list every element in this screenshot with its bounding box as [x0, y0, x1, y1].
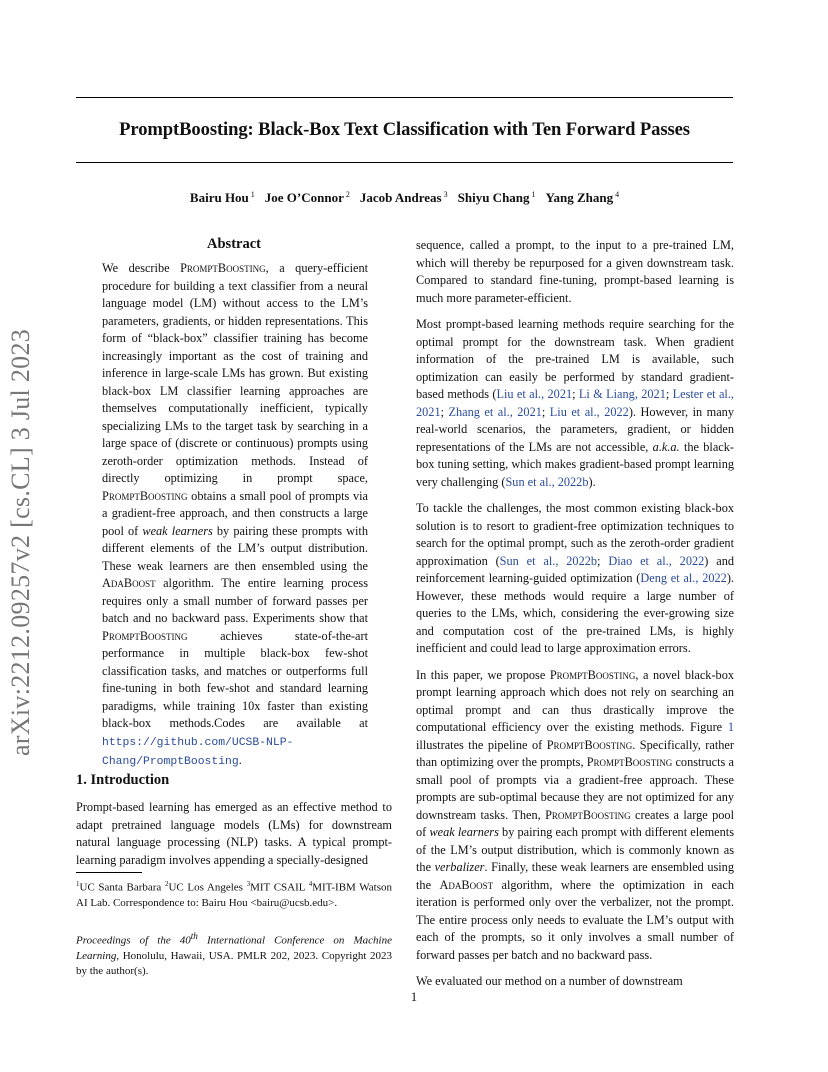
author-name: Shiyu Chang $^1$	[457, 190, 536, 205]
author-affiliation-mark: 3	[443, 190, 448, 199]
paragraph-link[interactable]: Sun et al., 2022b	[499, 553, 598, 568]
paragraph-link[interactable]: Liu et al., 2022	[549, 404, 629, 419]
body-paragraph	[416, 237, 734, 307]
abstract-text: .	[238, 753, 242, 767]
author-name: Joe O’Connor $^2$	[264, 190, 350, 205]
paragraph-text: ). However, these methods would require a large number of queries to the LMs, which, considering the ever-growing size and computation cost of the pre-trained LMs, is highly inefficient and could lead to large approximation errors.	[416, 571, 734, 655]
paragraph-text: the black-box tuning setting, which makes gradient-based prompt learning very challenging (	[416, 439, 734, 489]
paragraph-text: AdaBoost	[439, 877, 494, 892]
paragraph-text: . Finally, these weak learners are ensembled using the	[416, 860, 734, 892]
footnote-text: 4	[308, 880, 313, 888]
paragraph-text: Most prompt-based learning methods require searching for the optimal prompt for the downstream task. When gradient information of the pre-trained LM is available, such optimization can easily be performed by standard gradient-based methods (	[416, 317, 734, 401]
paragraph-text: PromptBoosting	[545, 807, 631, 822]
author-affiliation-mark: 1	[250, 190, 255, 199]
paragraph-link[interactable]: Li & Liang, 2021	[578, 387, 666, 401]
abstract-text: AdaBoost	[102, 576, 156, 590]
footnote-text: UC Santa Barbara	[79, 881, 165, 894]
footnote-text: MIT CSAIL	[250, 881, 309, 894]
proceedings-text: th	[190, 931, 198, 941]
introduction-text: Prompt-based learning has emerged as an effective method to adapt pretrained language models (LMs) for downstream natural language processing (NLP) tasks. A typical prompt-learning paradigm involves appending a specially-designed	[76, 800, 392, 867]
abstract-text: achieves state-of-the-art performance in multiple black-box few-shot classification tasks, and matches or outperforms full fine-tuning in both few-shot and standard learning paradigms, while training 10x faster than existing black-box methods.Codes are available at	[102, 628, 368, 730]
abstract-heading: Abstract	[207, 236, 261, 252]
author-affiliation-mark: 4	[615, 190, 620, 199]
footnote-text: 3	[246, 880, 251, 888]
paragraph-text: sequence, called a prompt, to the input to a pre-trained LM, which will thereby be repurposed for a given downstream task. Compared to standard fine-tuning, prompt-based learning is much more parameter-efficient.	[416, 238, 734, 305]
paragraph-link[interactable]: Zhang et al., 2021	[448, 404, 542, 419]
paragraph-text: PromptBoosting	[546, 737, 633, 752]
author-name: Bairu Hou $^1$	[189, 190, 255, 205]
paragraph-link[interactable]: Liu et al., 2021	[496, 387, 573, 401]
abstract-text	[102, 260, 368, 772]
paragraph-text: ;	[440, 404, 449, 419]
footnote-text: UC Los Angeles	[168, 881, 247, 894]
paragraph-text: To tackle the challenges, the most common existing black-box solution is to resort to gradient-free optimization techniques to search for the optimal prompt, such as the zeroth-order gradient approximation (	[416, 501, 734, 568]
paper-title: PromptBoosting: Black-Box Text Classification with Ten Forward Passes	[119, 119, 690, 140]
footnote-rule	[76, 872, 142, 873]
abstract-text: obtains a small pool of prompts via a gradient-free approach, and then constructs a large pool of	[102, 488, 368, 538]
paragraph-text: constructs a small pool of prompts via a gradient-free approach. These prompts are sub-optimal because they are not optimized for any downstream tasks. Then,	[416, 755, 734, 822]
abstract-text: by pairing these prompts with different elements of the LM’s output distribution. These weak learners are then ensembled using the	[102, 523, 368, 573]
body-paragraph	[416, 973, 734, 991]
paragraph-text: ) and reinforcement learning-guided optimization (	[416, 553, 734, 585]
author-name: Jacob Andreas $^3$	[359, 190, 448, 205]
abstract-text: , a query-efficient procedure for building a text classifier from a neural language model (LM) without access to the LM’s parameters, gradients, or hidden representations. This form of “black-box” classifier training has become increasingly important as the cost of training and inference in large-scale LMs has grown. But existing black-box LM classifier learning approaches are themselves computationally inefficient, typically specializing LMs to the target task by searching in a large space of (discrete or continuous) prompts using zeroth-order optimization methods. Instead of directly optimizing in prompt space,	[102, 261, 369, 485]
paragraph-text: ;	[541, 404, 550, 419]
paragraph-text: . Specifically, rather than optimizing over the prompts,	[416, 737, 734, 769]
abstract-link[interactable]: https://github.com/UCSB-NLP-Chang/PromptBoosting	[102, 736, 294, 768]
paragraph-text: weak learners	[429, 825, 499, 839]
paragraph-link[interactable]: Diao et al., 2022	[608, 553, 705, 568]
paragraph-link[interactable]: Deng et al., 2022	[640, 571, 727, 585]
right-column	[416, 237, 734, 1000]
body-paragraph	[416, 316, 734, 491]
author-name: Yang Zhang $^4$	[545, 190, 620, 205]
paragraph-text: PromptBoosting	[549, 667, 636, 682]
paragraph-text: PromptBoosting	[586, 755, 673, 769]
paragraph-text: ;	[665, 387, 673, 401]
paragraph-text: ).	[588, 474, 596, 489]
author-affiliation-mark: 1	[531, 190, 536, 199]
paragraph-text: , a novel black-box prompt learning approach which does not rely on searching an optimal prompt and can thus drastically improve the computational efficiency over the existing methods. Figure	[416, 667, 734, 734]
paragraph-text: a.k.a.	[652, 439, 680, 454]
proceedings-text: Proceedings of the 40	[76, 934, 191, 947]
body-paragraph	[416, 667, 734, 965]
body-paragraph	[416, 500, 734, 658]
proceedings-note	[76, 929, 392, 979]
footnote-text: MIT-IBM Watson AI Lab. Correspondence to: Bairu Hou <bairu@ucsb.edu>.	[76, 881, 392, 909]
abstract-text: PromptBoosting	[102, 628, 188, 643]
proceedings-text: , Honolulu, Hawaii, USA. PMLR 202, 2023. Copyright 2023 by the author(s).	[76, 949, 392, 977]
abstract-text: PromptBoosting	[102, 488, 188, 503]
paragraph-text: In this paper, we propose	[416, 667, 550, 682]
abstract-text: weak learners	[142, 523, 213, 538]
abstract-text: algorithm. The entire learning process requires only a small number of forward passes per batch and no backward pass. Experiments show that	[102, 576, 368, 625]
footnote-text: 1	[76, 880, 80, 888]
paragraph-link[interactable]: Lester et al., 2021	[416, 387, 734, 419]
paragraph-link[interactable]: Sun et al., 2022b	[505, 474, 589, 489]
paragraph-text: algorithm, where the optimization in each iteration is performed only over the verbalizer, not the prompt. The entire process only needs to evaluate the LM’s output with each of the prompts, so it only involves a small number of forward passes per batch and no backward pass.	[416, 877, 734, 962]
top-rule	[76, 97, 733, 98]
paragraph-text: ;	[572, 387, 579, 401]
author-affiliation-mark: 2	[345, 190, 350, 199]
page-number: 1	[410, 990, 418, 1004]
paragraph-text: ;	[597, 553, 609, 568]
proceedings-text: International Conference on Machine Learning	[76, 934, 392, 962]
abstract-text: PromptBoosting	[180, 261, 266, 275]
paragraph-text: We evaluated our method on a number of downstream	[416, 974, 683, 988]
paragraph-text: ). However, in many real-world scenarios, the parameters, gradient, or hidden representations of the LMs are not accessible,	[416, 404, 734, 454]
paragraph-text: creates a large pool of	[416, 807, 734, 839]
paragraph-text: by pairing each prompt with different elements of the LM’s output distribution, which is commonly known as the	[416, 825, 734, 874]
section-heading-introduction: 1. Introduction	[76, 772, 170, 788]
abstract-text: We describe	[102, 261, 181, 275]
paragraph-text: verbalizer	[434, 860, 485, 874]
arxiv-stamp: arXiv:2212.09257v2 [cs.CL] 3 Jul 2023	[6, 328, 35, 756]
affiliation-footnote	[76, 877, 392, 911]
paragraph-link[interactable]: 1	[727, 720, 734, 734]
footnote-text: 2	[164, 880, 169, 888]
author-list	[76, 190, 733, 206]
title-rule	[76, 162, 733, 163]
paragraph-text: illustrates the pipeline of	[416, 737, 547, 752]
